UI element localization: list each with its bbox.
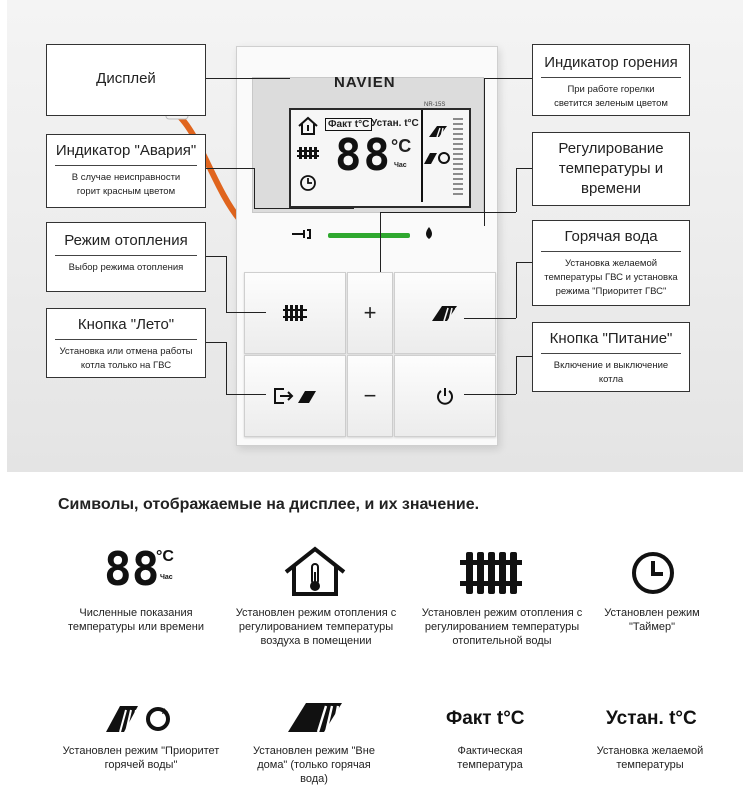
leader-line: [380, 212, 516, 213]
heating-mode-button[interactable]: [244, 272, 346, 354]
lcd-small-unit: Час: [394, 162, 407, 169]
lcd-side-text: [453, 118, 463, 198]
house-thermometer-icon: [282, 546, 348, 598]
minus-button[interactable]: [347, 355, 393, 437]
power-button[interactable]: [394, 355, 496, 437]
lcd-fakt-label: Факт t°C: [325, 118, 372, 131]
digits-icon: 88 °C Час: [104, 542, 174, 596]
away-icon: [286, 700, 346, 734]
callout-divider: [541, 77, 681, 78]
leader-line: [516, 356, 517, 394]
hot-water-priority-icon: [423, 150, 451, 166]
leader-line: [254, 208, 354, 209]
symbol-label: Установлен режим "Вне дома" (только горячая вода): [253, 745, 375, 785]
wrench-icon: [290, 228, 312, 240]
leader-line: [484, 78, 532, 79]
leader-line: [206, 256, 226, 257]
callout-desc: Установка или отмена работы котла только на ГВС: [59, 346, 193, 371]
callout-desc: Включение и выключение котла: [553, 360, 669, 385]
callout-divider: [55, 165, 197, 166]
house-icon: [297, 116, 319, 136]
callout-summer: [46, 308, 206, 378]
callout-power: [532, 322, 690, 392]
leader-line: [516, 262, 532, 263]
leader-line: [516, 168, 532, 169]
plus-button[interactable]: [347, 272, 393, 354]
radiator-icon: [297, 146, 319, 160]
ustan-text-icon: Устан. t°C: [606, 708, 697, 729]
callout-desc: Выбор режима отопления: [68, 262, 184, 273]
lcd-display: [289, 108, 471, 208]
clock-icon: [630, 550, 676, 596]
fakt-text-icon: Факт t°C: [446, 708, 525, 729]
leader-line: [254, 168, 255, 208]
leader-line: [226, 394, 266, 395]
callout-title: Индикатор "Авария": [55, 142, 197, 159]
callout-title: Кнопка "Питание": [549, 330, 673, 347]
callout-hot-water: [532, 220, 690, 306]
radiator-icon: [460, 550, 522, 596]
callout-heating-mode: [46, 222, 206, 292]
leader-line: [516, 168, 517, 212]
leader-line: [206, 342, 226, 343]
hot-water-icon: [427, 124, 449, 138]
summer-button[interactable]: [244, 355, 346, 437]
leader-line: [206, 168, 254, 169]
callout-divider: [55, 255, 197, 256]
lcd-unit: °C: [391, 136, 412, 156]
leader-line: [226, 256, 227, 312]
callout-desc: В случае неисправности горит красным цветом: [71, 172, 181, 197]
callout-desc: При работе горелки светится зеленым цветом: [554, 84, 668, 109]
callout-desc: Установка желаемой температуры ГВС и установка режима "Приоритет ГВС": [544, 258, 678, 297]
symbol-label: Численные показания температуры или времени: [67, 607, 205, 633]
summer-mode-icon: [272, 386, 318, 406]
leader-line: [206, 78, 290, 79]
plus-label: +: [363, 300, 377, 325]
hot-water-priority-icon: [104, 702, 174, 734]
model-label: NR-15S: [424, 102, 446, 108]
clock-icon: [299, 174, 317, 192]
leader-line: [226, 342, 227, 394]
lcd-divider: [421, 110, 423, 202]
symbols-heading: Символы, отображаемые на дисплее, и их значение.: [58, 496, 480, 513]
symbol-label: Установлен режим отопления с регулированием температуры отопительной воды: [421, 607, 583, 647]
leader-line: [484, 78, 485, 226]
hot-water-icon: [430, 304, 460, 322]
callout-temp-time: [532, 132, 690, 206]
callout-title: Горячая вода: [564, 228, 658, 245]
minus-label: −: [363, 383, 377, 408]
leader-line: [516, 262, 517, 318]
lcd-digits: 88: [335, 130, 392, 181]
callout-alarm: [46, 134, 206, 208]
callout-title: Дисплей: [96, 70, 156, 87]
leader-line: [464, 394, 516, 395]
symbol-label: Установка желаемой температуры: [596, 745, 704, 771]
flame-icon: [424, 226, 434, 240]
callout-divider: [541, 353, 681, 354]
power-icon: [435, 386, 455, 406]
hot-water-button[interactable]: [394, 272, 496, 354]
leader-line: [226, 312, 266, 313]
callout-display: [46, 44, 206, 116]
leader-line: [380, 212, 381, 272]
callout-title: Регулирование температуры и времени: [558, 140, 664, 197]
callout-burn: [532, 44, 690, 116]
symbol-label: Установлен режим отопления с регулированием температуры воздуха в помещении: [235, 607, 397, 647]
callout-title: Режим отопления: [64, 232, 188, 249]
callout-title: Кнопка "Лето": [77, 316, 175, 333]
brand-logo: NAVIEN: [334, 74, 396, 91]
callout-title: Индикатор горения: [544, 54, 678, 71]
symbol-label: Установлен режим "Таймер": [604, 607, 700, 633]
burner-led: [328, 233, 410, 238]
leader-line: [516, 356, 532, 357]
callout-divider: [541, 251, 681, 252]
symbol-label: Фактическая температура: [457, 745, 523, 771]
radiator-icon: [283, 304, 307, 322]
lcd-ustan-label: Устан. t°C: [371, 118, 419, 129]
leader-line: [464, 318, 516, 319]
symbol-label: Установлен режим "Приоритет горячей воды": [62, 745, 220, 771]
callout-divider: [55, 339, 197, 340]
